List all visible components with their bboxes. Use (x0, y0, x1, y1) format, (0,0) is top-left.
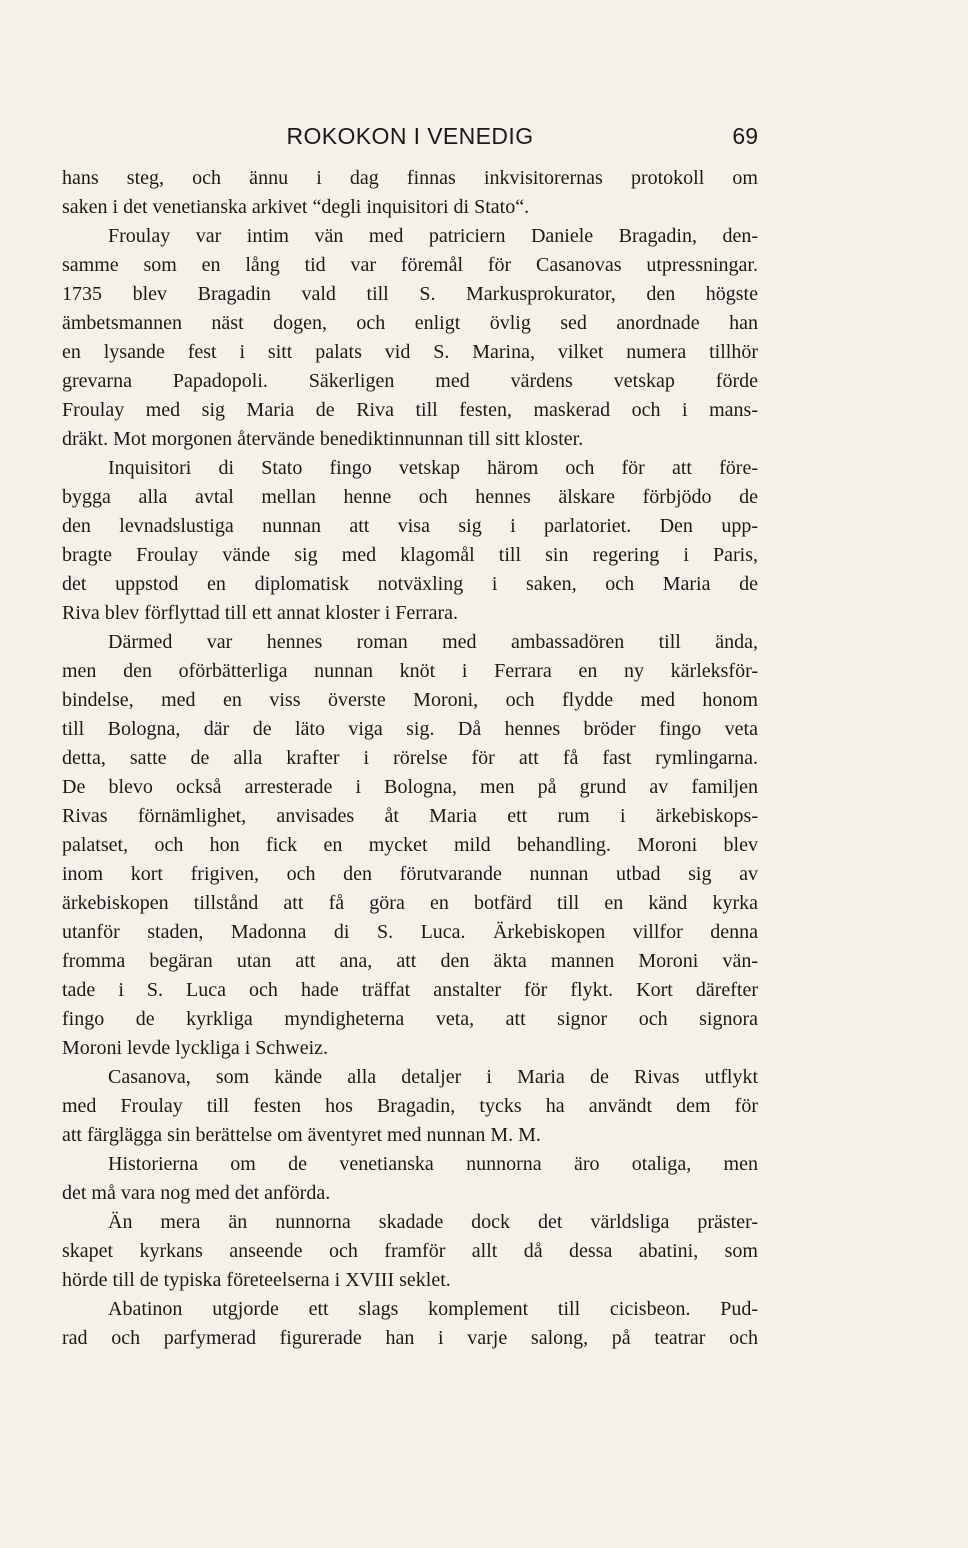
text-line: Inquisitori di Stato fingo vetskap härom och för att före- (108, 457, 758, 479)
text-line: inom kort frigiven, och den förutvarande nunnan utbad sig av (62, 863, 758, 885)
text-line: ämbetsmannen näst dogen, och enligt övlig sed anordnade han (62, 312, 758, 334)
text-line: det må vara nog med det anförda. (62, 1182, 331, 1204)
text-line: Casanova, som kände alla detaljer i Maria de Rivas utflykt (108, 1066, 758, 1088)
text-line: bygga alla avtal mellan henne och hennes älskare förbjödo de (62, 486, 758, 508)
text-line: Därmed var hennes roman med ambassadören till ända, (108, 631, 758, 653)
text-line: Moroni levde lyckliga i Schweiz. (62, 1037, 329, 1059)
text-line: en lysande fest i sitt palats vid S. Marina, vilket numera tillhör (62, 341, 758, 363)
text-line: hörde till de typiska företeelserna i XVIII seklet. (62, 1269, 451, 1291)
text-line: Än mera än nunnorna skadade dock det världsliga präster- (108, 1211, 758, 1233)
text-line: Rivas förnämlighet, anvisades åt Maria ett rum i ärkebiskops- (62, 805, 758, 827)
text-line: utanför staden, Madonna di S. Luca. Ärkebiskopen villfor denna (62, 921, 758, 943)
text-line: hans steg, och ännu i dag finnas inkvisitorernas protokoll om (62, 167, 758, 189)
text-line: De blevo också arresterade i Bologna, men på grund av familjen (62, 776, 758, 798)
text-line: med Froulay till festen hos Bragadin, tycks ha användt dem för (62, 1095, 758, 1117)
running-head: ROKOKON I VENEDIG (286, 123, 534, 149)
text-line: Froulay med sig Maria de Riva till festen, maskerad och i mans- (62, 399, 758, 421)
text-line: rad och parfymerad figurerade han i varje salong, på teatrar och (62, 1327, 758, 1349)
text-line: bindelse, med en viss överste Moroni, och flydde med honom (62, 689, 758, 711)
text-line: samme som en lång tid var föremål för Casanovas utpressningar. (62, 254, 758, 276)
text-line: bragte Froulay vände sig med klagomål till sin regering i Paris, (62, 544, 758, 566)
text-line: fingo de kyrkliga myndigheterna veta, att signor och signora (62, 1008, 758, 1030)
text-line: fromma begäran utan att ana, att den äkta mannen Moroni vän- (62, 950, 758, 972)
text-line: till Bologna, där de läto viga sig. Då hennes bröder fingo veta (62, 718, 758, 740)
text-line: dräkt. Mot morgonen återvände benediktinnunnan till sitt kloster. (62, 428, 584, 450)
body-text (62, 164, 758, 1353)
text-line: skapet kyrkans anseende och framför allt då dessa abatini, som (62, 1240, 758, 1262)
text-line: det uppstod en diplomatisk notväxling i saken, och Maria de (62, 573, 758, 595)
text-line: detta, satte de alla krafter i rörelse för att få fast rymlingarna. (62, 747, 758, 769)
page-number: 69 (732, 123, 758, 149)
text-line: palatset, och hon fick en mycket mild behandling. Moroni blev (62, 834, 758, 856)
text-line: Historierna om de venetianska nunnorna äro otaliga, men (108, 1153, 758, 1175)
text-line: saken i det venetianska arkivet “degli inquisitori di Stato“. (62, 196, 530, 218)
text-line: grevarna Papadopoli. Säkerligen med värdens vetskap förde (62, 370, 758, 392)
text-line: ärkebiskopen tillstånd att få göra en botfärd till en känd kyrka (62, 892, 758, 914)
text-line: Riva blev förflyttad till ett annat kloster i Ferrara. (62, 602, 458, 624)
text-line: Abatinon utgjorde ett slags komplement till cicisbeon. Pud- (108, 1298, 758, 1320)
text-line: tade i S. Luca och hade träffat anstalter för flykt. Kort därefter (62, 979, 758, 1001)
text-line: att färglägga sin berättelse om äventyret med nunnan M. M. (62, 1124, 541, 1146)
text-line: 1735 blev Bragadin vald till S. Markusprokurator, den högste (62, 283, 758, 305)
text-line: den levnadslustiga nunnan att visa sig i parlatoriet. Den upp- (62, 515, 758, 537)
text-line: Froulay var intim vän med patriciern Daniele Bragadin, den- (108, 225, 758, 247)
text-line: men den oförbätterliga nunnan knöt i Ferrara en ny kärleksför- (62, 660, 758, 682)
page-header (62, 118, 758, 154)
